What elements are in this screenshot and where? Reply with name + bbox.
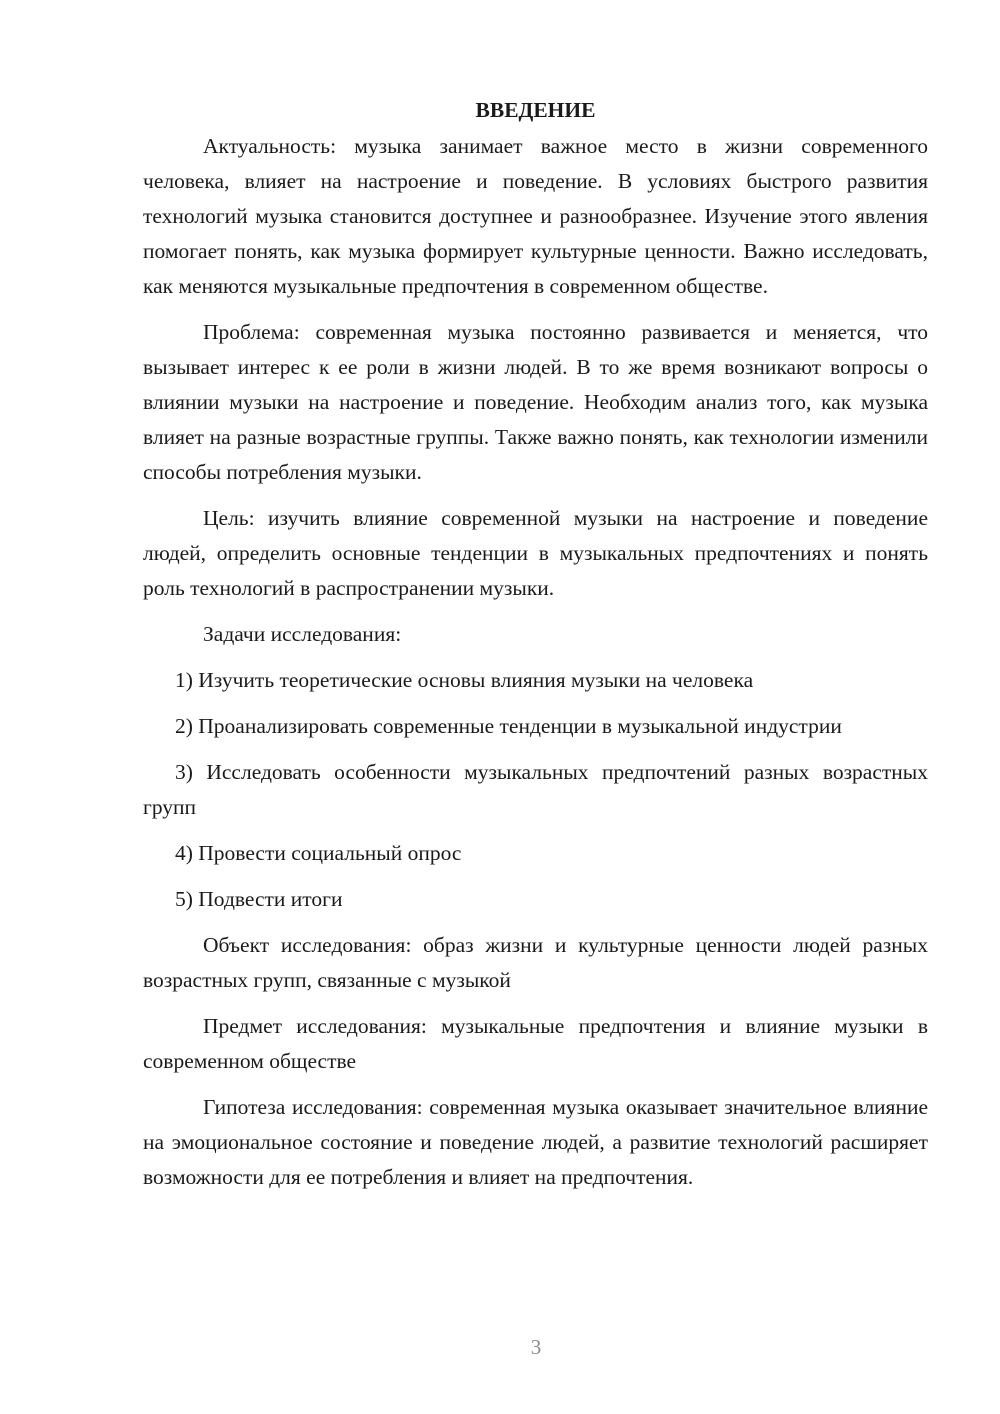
task-item: 2) Проанализировать современные тенденции в музыкальной индустрии xyxy=(175,714,842,738)
paragraph-object: Объект исследования: образ жизни и культурные ценности людей разных возрастных групп, связанные с музыкой xyxy=(143,933,928,992)
task-item: 5) Подвести итоги xyxy=(175,887,343,911)
paragraph-hypothesis: Гипотеза исследования: современная музыка оказывает значительное влияние на эмоциональное состояние и поведение людей, а развитие технологий расширяет возможности для ее потребления и влияет на предпочтения. xyxy=(143,1095,928,1189)
tasks-title: Задачи исследования: xyxy=(203,622,402,646)
paragraph-subject: Предмет исследования: музыкальные предпочтения и влияние музыки в современном обществе xyxy=(143,1014,928,1073)
task-item: 3) Исследовать особенности музыкальных предпочтений разных возрастных групп xyxy=(143,760,928,819)
page-content xyxy=(143,93,928,1195)
paragraph-goal: Цель: изучить влияние современной музыки на настроение и поведение людей, определить основные тенденции в музыкальных предпочтениях и понять роль технологий в распространении музыки. xyxy=(143,506,928,600)
task-item: 1) Изучить теоретические основы влияния музыки на человека xyxy=(175,668,754,692)
page-title: ВВЕДЕНИЕ xyxy=(475,98,596,122)
paragraph-relevance: Актуальность: музыка занимает важное место в жизни современного человека, влияет на настроение и поведение. В условиях быстрого развития технологий музыка становится доступнее и разнообразнее. Изучение этого явления помогает понять, как музыка формирует культурные ценности. Важно исследовать, как меняются музыкальные предпочтения в современном обществе. xyxy=(143,134,928,298)
page-number: 3 xyxy=(530,1335,542,1359)
paragraph-problem: Проблема: современная музыка постоянно развивается и меняется, что вызывает интерес к ее роли в жизни людей. В то же время возникают вопросы о влиянии музыки на настроение и поведение. Необходим анализ того, как музыка влияет на разные возрастные группы. Также важно понять, как технологии изменили способы потребления музыки. xyxy=(143,320,928,484)
task-item: 4) Провести социальный опрос xyxy=(175,841,462,865)
